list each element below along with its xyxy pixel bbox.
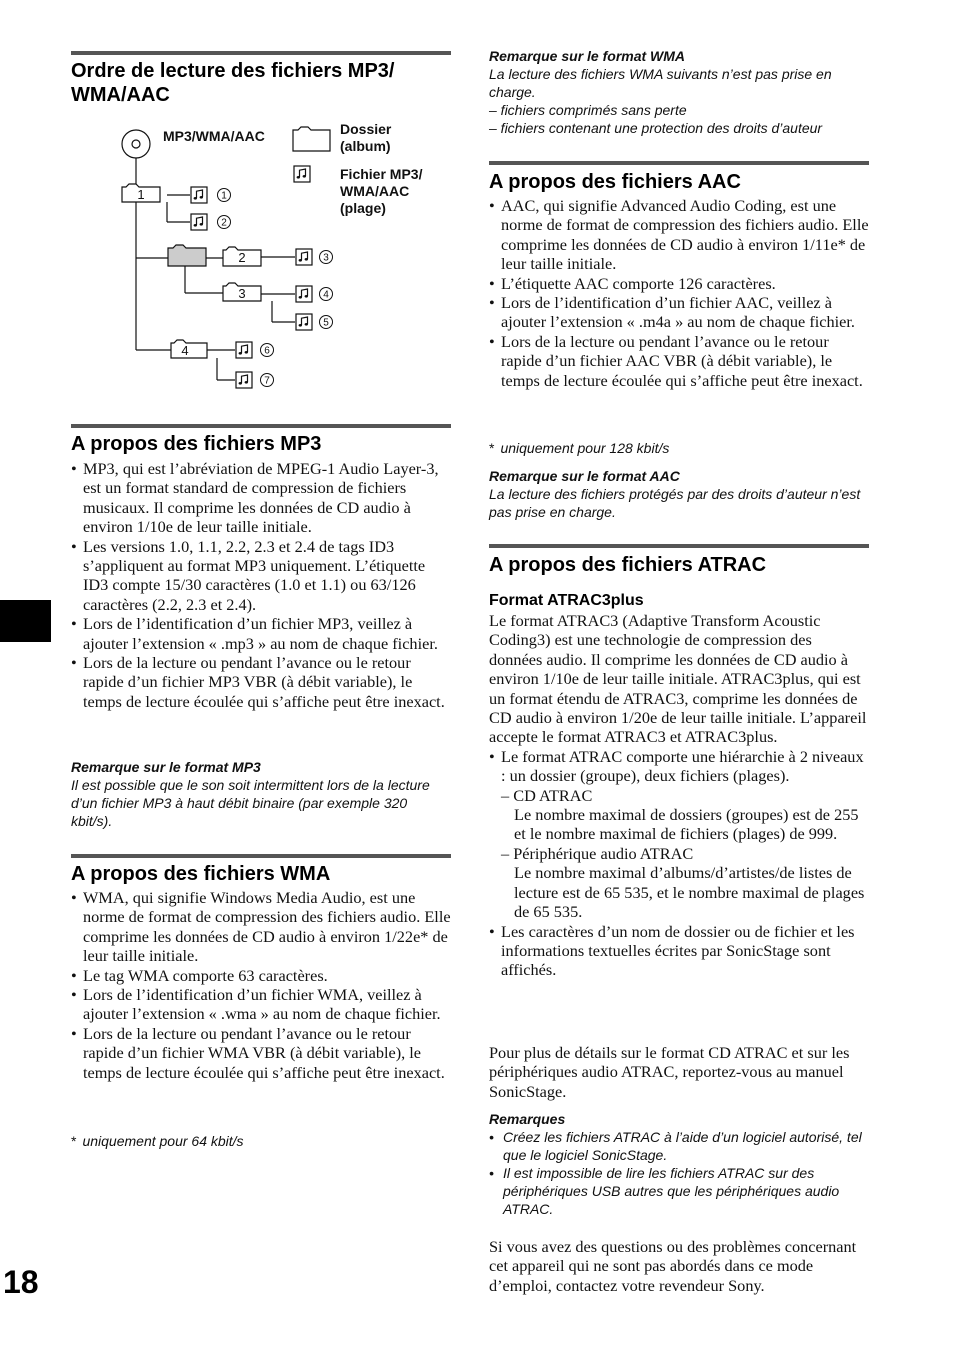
- wma-section-title: A propos des fichiers WMA: [71, 863, 331, 885]
- atrac-sub1-label: – CD ATRAC: [501, 785, 593, 805]
- mp3-bullet-list: [71, 459, 451, 711]
- list-item: • Lors de la lecture ou pendant l’avance ou le retour rapide d’un fichier AAC VBR (à débit variable), le temps de lecture écoulée qui s’affiche peut être inexact.: [489, 332, 869, 390]
- wma-note-title: Remarque sur le format WMA: [489, 48, 686, 64]
- wma-note-item: – fichiers contenant une protection des droits d’auteur: [489, 120, 823, 136]
- list-item: • L’étiquette AAC comporte 126 caractères.: [489, 274, 869, 293]
- section-rule: [71, 424, 451, 428]
- atrac-sub2-text: Le nombre maximal d’albums/d’artistes/de listes de lecture est de 65 535, et le nombre maximal de plages de 65 535.: [514, 863, 865, 922]
- list-item: • Les versions 1.0, 1.1, 2.2, 2.3 et 2.4 de tags ID3 s’appliquent au format MP3 uniquement. L’étiquette ID3 compte 15/30 caractères (1.0 et 1.1) ou 63/126 caractères (2.2, 2.3 et 2.4).: [71, 537, 451, 615]
- track-number: 5: [323, 317, 329, 329]
- section-rule: [71, 51, 451, 55]
- wma-body: [71, 888, 451, 1082]
- list-item: [489, 747, 869, 922]
- legend-folder-line2: (album): [340, 138, 391, 154]
- list-item: • Lors de l’identification d’un fichier WMA, veillez à ajouter l’extension « .wma » au nom de chaque fichier.: [71, 985, 451, 1024]
- atrac-sub-item: [501, 844, 869, 922]
- atrac-bullet-list: [489, 747, 869, 980]
- playback-order-diagram: [111, 118, 451, 403]
- wma-note: [489, 47, 871, 137]
- wma-note-text: La lecture des fichiers WMA suivants n’est pas prise en charge.: [489, 66, 832, 100]
- folder-icon: [171, 340, 207, 358]
- music-file-icon: [191, 214, 207, 230]
- aac-note-title: Remarque sur le format AAC: [489, 468, 680, 484]
- legend-file-line1: Fichier MP3/: [340, 166, 423, 182]
- section-rule: [489, 161, 869, 165]
- atrac-intro: Le format ATRAC3 (Adaptive Transform Acoustic Coding3) est une technologie de compression des données audio. Il comprime les données de CD audio à environ 1/10e de leur taille initiale. ATRAC3plus, qui est un format étendu de ATRAC3, comprime les données de CD audio à environ 1/20e de leur taille initiale. L’appareil accepte le format ATRAC3 et ATRAC3plus.: [489, 611, 867, 747]
- wma-note-item: – fichiers comprimés sans perte: [489, 102, 687, 118]
- footnote-marker: *: [71, 1133, 77, 1149]
- legend-file-line3: (plage): [340, 200, 386, 216]
- folder-number: 4: [181, 343, 189, 358]
- legend-folder-icon: [293, 127, 330, 151]
- mp3-note-title: Remarque sur le format MP3: [71, 759, 261, 775]
- page-number: 18: [3, 1264, 39, 1300]
- track-number: 7: [264, 375, 270, 387]
- aac-footnote: [489, 439, 669, 457]
- track-number: 4: [323, 289, 329, 301]
- atrac-notes: [489, 1110, 871, 1218]
- track-number: 6: [264, 345, 270, 357]
- music-file-icon: [296, 286, 312, 302]
- legend-folder-label: [340, 121, 391, 155]
- aac-bullet-list: [489, 196, 869, 390]
- track-number: 2: [221, 217, 227, 229]
- folder-icon: [168, 245, 206, 266]
- list-item: • Lors de l’identification d’un fichier MP3, veillez à ajouter l’extension « .mp3 » au nom de chaque fichier.: [71, 614, 451, 653]
- legend-file-label: [340, 166, 422, 217]
- mp3-note-text: Il est possible que le son soit intermittent lors de la lecture d’un fichier MP3 à haut débit binaire (par exemple 320 kbit/s).: [71, 777, 430, 829]
- aac-footnote-text: uniquement pour 128 kbit/s: [500, 440, 670, 456]
- section-rule: [489, 544, 869, 548]
- folder-number: 3: [238, 286, 246, 301]
- atrac-body: [489, 611, 869, 980]
- music-file-icon: [236, 372, 252, 388]
- folder-icon: [223, 247, 261, 266]
- order-section-title: [71, 59, 451, 107]
- order-title-line2: WMA/AAC: [71, 84, 170, 106]
- list-item: • Lors de la lecture ou pendant l’avance ou le retour rapide d’un fichier MP3 VBR (à débit variable), le temps de lecture écoulée qui s’affiche peut être inexact.: [71, 653, 451, 711]
- mp3-section-title: A propos des fichiers MP3: [71, 433, 322, 455]
- list-item: • MP3, qui est l’abréviation de MPEG-1 Audio Layer-3, est un format standard de compression de fichiers musicaux. Il comprime les données de CD audio à environ 1/10e de leur taille initiale.: [71, 459, 451, 537]
- atrac-subtitle: Format ATRAC3plus: [489, 592, 644, 609]
- music-file-icon: [191, 187, 207, 203]
- mp3-body: [71, 459, 451, 711]
- list-item: • Les caractères d’un nom de dossier ou de fichier et les informations textuelles écrites par SonicStage sont affichés.: [489, 922, 869, 980]
- disc-label: MP3/WMA/AAC: [163, 128, 265, 144]
- atrac-bullet1-text: • Le format ATRAC comporte une hiérarchie à 2 niveaux : un dossier (groupe), deux fichiers (plages).: [501, 746, 864, 786]
- folder-icon: [223, 283, 261, 301]
- atrac-more-info: Pour plus de détails sur le format CD ATRAC et sur les périphériques audio ATRAC, reportez-vous au manuel SonicStage.: [489, 1043, 850, 1101]
- atrac-notes-list: [489, 1128, 871, 1218]
- aac-note-text: La lecture des fichiers protégés par des droits d’auteur n’est pas prise en charge.: [489, 486, 861, 520]
- folder-icon: [122, 184, 160, 202]
- music-file-icon: [296, 249, 312, 265]
- legend-music-file-icon: [294, 166, 310, 182]
- legend-folder-line1: Dossier: [340, 121, 392, 137]
- aac-note: [489, 467, 871, 521]
- list-item: • Le tag WMA comporte 63 caractères.: [71, 966, 451, 985]
- wma-footnote-text: uniquement pour 64 kbit/s: [82, 1133, 244, 1149]
- list-item: • Lors de l’identification d’un fichier AAC, veillez à ajouter l’extension « .m4a » au nom de chaque fichier.: [489, 293, 869, 332]
- folder-number: 1: [137, 187, 145, 202]
- track-number: 1: [221, 190, 227, 202]
- atrac-sub2-label: – Périphérique audio ATRAC: [501, 843, 694, 863]
- list-item: • Lors de la lecture ou pendant l’avance ou le retour rapide d’un fichier WMA VBR (à débit variable), le temps de lecture écoulée qui s’affiche peut être inexact.: [71, 1024, 451, 1082]
- list-item: • Il est impossible de lire les fichiers ATRAC sur des périphériques USB autres que les périphériques audio ATRAC.: [489, 1164, 871, 1218]
- disc-icon: [122, 130, 150, 158]
- atrac-notes-title: Remarques: [489, 1111, 566, 1127]
- section-rule: [71, 854, 451, 858]
- section-tab-marker: [0, 600, 51, 642]
- folder-number: 2: [238, 250, 246, 265]
- order-title-line1: Ordre de lecture des fichiers MP3/: [71, 60, 395, 82]
- list-item: • Créez les fichiers ATRAC à l’aide d’un logiciel autorisé, tel que le logiciel SonicStage.: [489, 1128, 871, 1164]
- legend-file-line2: WMA/AAC: [340, 183, 410, 199]
- music-file-icon: [296, 314, 312, 330]
- list-item: • AAC, qui signifie Advanced Audio Coding, est une norme de format de compression des fichiers audio. Elle comprime les données de CD audio à environ 1/11e* de leur taille initiale.: [489, 196, 869, 274]
- track-number: 3: [323, 252, 329, 264]
- atrac-section-title: A propos des fichiers ATRAC: [489, 554, 767, 576]
- aac-body: [489, 196, 869, 390]
- aac-section-title: A propos des fichiers AAC: [489, 171, 741, 193]
- mp3-note: [71, 758, 441, 830]
- atrac-closing: Si vous avez des questions ou des problèmes concernant cet appareil qui ne sont pas abordés dans ce mode d’emploi, contactez votre revendeur Sony.: [489, 1237, 857, 1295]
- atrac-sub1-text: Le nombre maximal de dossiers (groupes) est de 255 et le nombre maximal de fichiers (plages) de 999.: [514, 805, 859, 844]
- music-file-icon: [236, 342, 252, 358]
- footnote-marker: *: [489, 440, 495, 456]
- list-item: • WMA, qui signifie Windows Media Audio, est une norme de format de compression des fichiers audio. Elle comprime les données de CD audio à environ 1/22e* de leur taille initiale.: [71, 888, 451, 966]
- wma-footnote: [71, 1132, 244, 1150]
- atrac-sub-item: [501, 786, 869, 844]
- wma-bullet-list: [71, 888, 451, 1082]
